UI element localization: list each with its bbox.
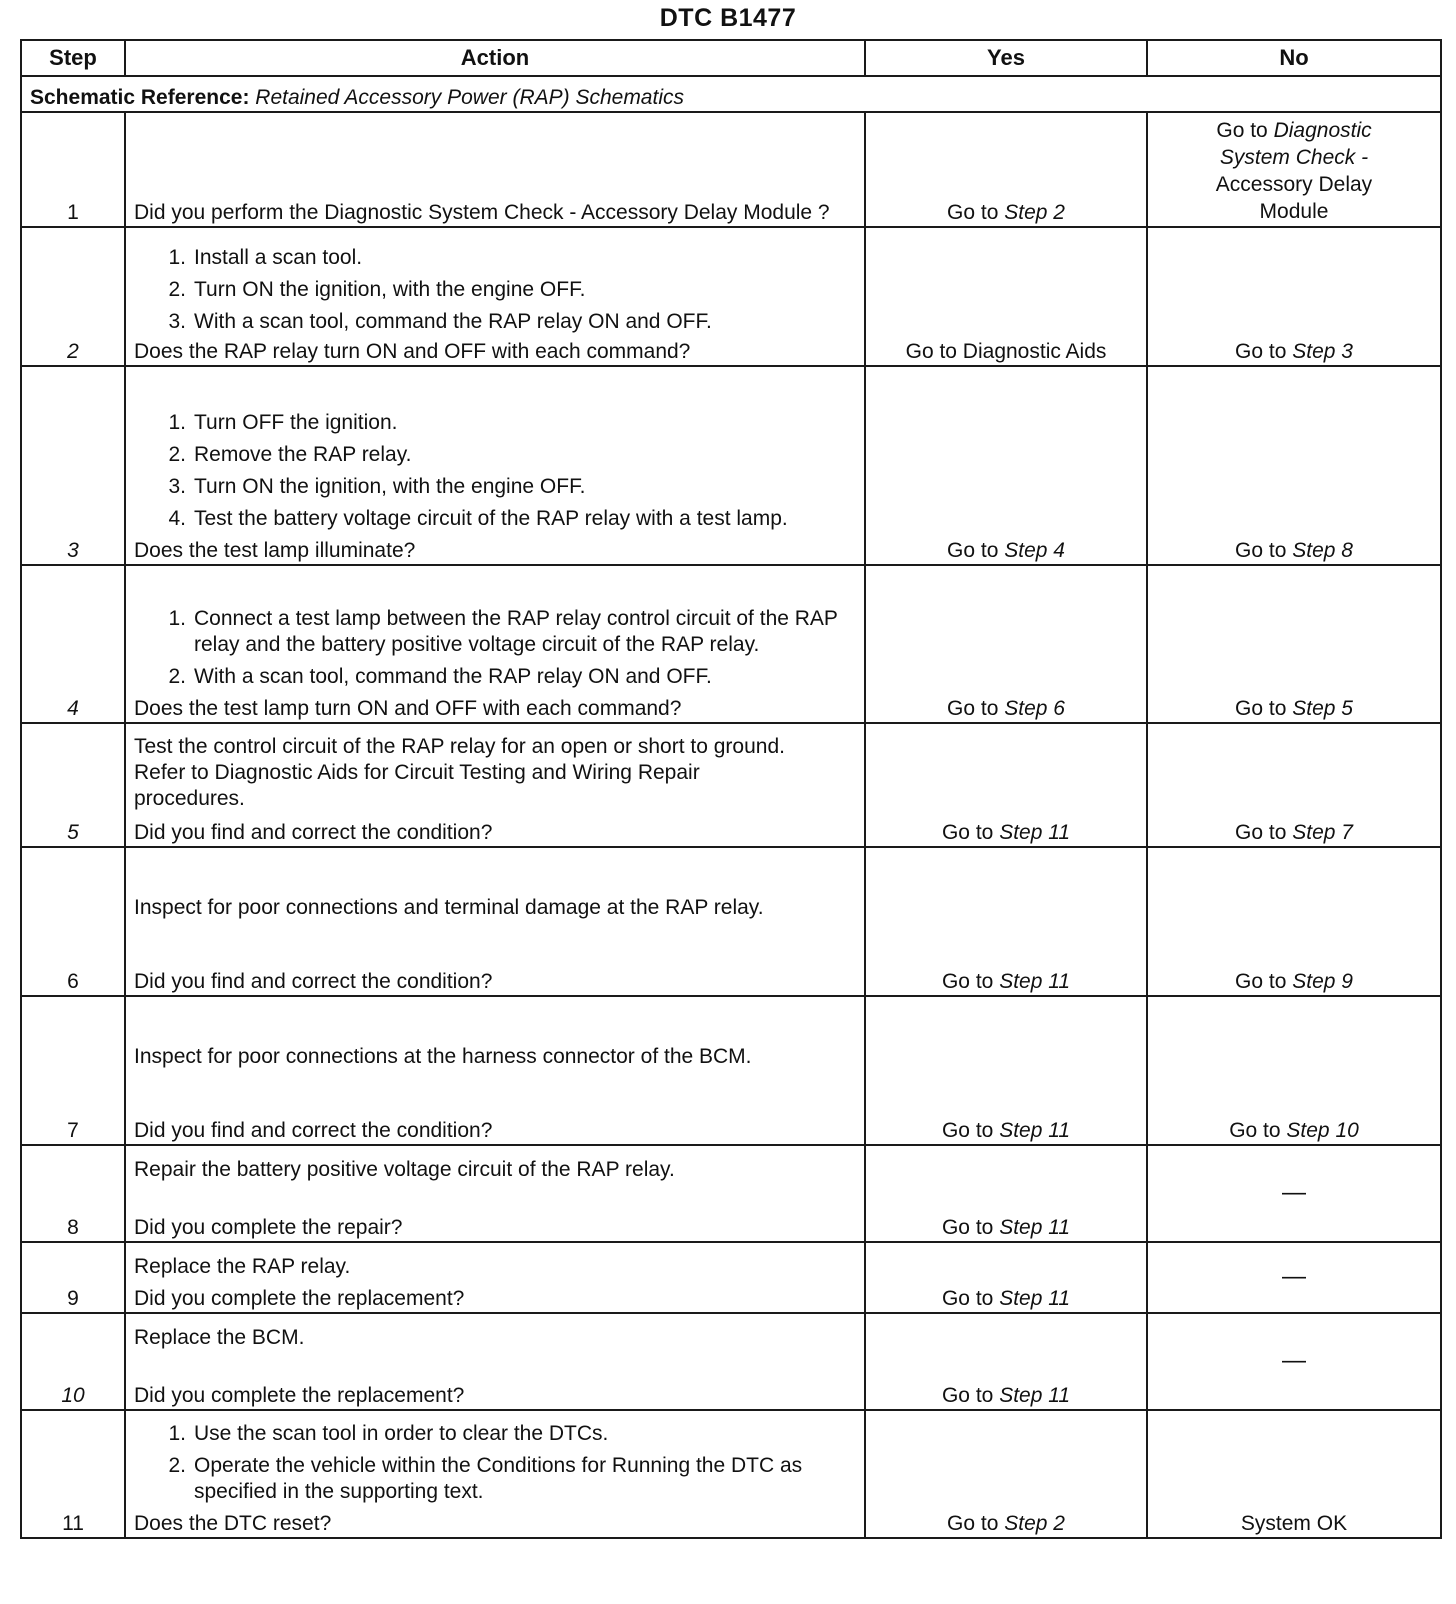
step-number: 1 [21,112,125,227]
step-link[interactable]: Step 2 [1004,1512,1065,1535]
table-row [21,1145,1441,1242]
no-cell [1147,1313,1441,1410]
procedure-link-text: Accessory Delay [1215,173,1373,196]
action-cell [125,723,865,847]
list-item: 4. Test the battery voltage circuit of the RAP relay with a test lamp. [168,507,788,530]
goto-label: Go to [1216,119,1268,142]
action-cell [125,565,865,723]
step-link[interactable]: Step 11 [999,1384,1071,1407]
step-number: 6 [21,847,125,996]
step-number: 2 [21,227,125,366]
goto-label: Go to [947,201,999,224]
step-link[interactable]: Step 4 [1004,539,1065,562]
no-cell [1147,1145,1441,1242]
step-number: 7 [21,996,125,1145]
no-cell: Go to Step 9 [1147,847,1441,996]
yes-cell: Go to Step 11 [865,1313,1147,1410]
yes-cell: Go to Step 6 [865,565,1147,723]
action-cell [125,996,865,1145]
action-cell [125,1145,865,1242]
dash: — [1282,1179,1306,1206]
step-link[interactable]: Step 11 [999,1287,1071,1310]
schematic-reference [21,76,1441,112]
action-cell [125,227,865,366]
list-item: 1. Install a scan tool. [168,246,363,269]
no-cell: Go to Step 7 [1147,723,1441,847]
action-cell [125,1313,865,1410]
question-text: Does the DTC reset? [134,1512,332,1535]
yes-cell: Go to Step 11 [865,847,1147,996]
question-text: Did you find and correct the condition? [134,821,493,844]
table-row [21,1242,1441,1313]
yes-cell [865,112,1147,227]
action-text: Did you perform the Diagnostic System Check - Accessory Delay Module ? [134,201,830,224]
schematic-reference-row [21,76,1441,112]
list-item: 1. Connect a test lamp between the RAP relay control circuit of the RAP relay and the battery positive voltage circuit of the RAP relay. [168,607,838,656]
question-text: Did you find and correct the condition? [134,1119,493,1142]
step-number: 4 [21,565,125,723]
step-number: 11 [21,1410,125,1538]
table-row [21,996,1441,1145]
table-row [21,847,1441,996]
action-text: Inspect for poor connections and terminal damage at the RAP relay. [134,896,764,919]
yes-cell: Go to Step 11 [865,1145,1147,1242]
page-title: DTC B1477 [659,4,797,32]
question-text: Does the test lamp illuminate? [134,539,416,562]
no-cell [1147,112,1441,227]
no-cell: Go to Step 8 [1147,366,1441,565]
question-text: Did you complete the replacement? [134,1287,465,1310]
yes-cell: Go to Step 11 [865,1242,1147,1313]
list-item: 2. With a scan tool, command the RAP relay ON and OFF. [168,665,712,688]
action-text: Inspect for poor connections at the harness connector of the BCM. [134,1045,752,1068]
action-text: Test the control circuit of the RAP relay for an open or short to ground. Refer to Diagnostic Aids for Circuit Testing and Wiring Repair procedures. [134,735,785,810]
step-link[interactable]: Step 7 [1292,821,1353,844]
yes-cell: Go to Step 2 [865,1410,1147,1538]
step-link[interactable]: Step 9 [1292,970,1353,993]
table-row [21,112,1441,227]
dash: — [1282,1347,1306,1374]
instruction-list [134,606,856,690]
header-yes: Yes [865,40,1147,76]
action-cell [125,112,865,227]
step-link[interactable]: Step 5 [1292,697,1353,720]
header-action: Action [125,40,865,76]
step-link[interactable]: Step 11 [999,1216,1071,1239]
no-cell: Go to Step 10 [1147,996,1441,1145]
header-no: No [1147,40,1441,76]
question-text: Did you complete the repair? [134,1216,403,1239]
diagnostic-table [20,39,1442,1539]
step-number: 5 [21,723,125,847]
action-text: Replace the RAP relay. [134,1255,351,1278]
step-link[interactable]: Step 8 [1292,539,1353,562]
yes-cell: Go to Step 11 [865,996,1147,1145]
yes-cell[interactable]: Go to Diagnostic Aids [865,227,1147,366]
question-text: Does the RAP relay turn ON and OFF with each command? [134,340,691,363]
dash: — [1282,1263,1306,1290]
action-text: Replace the BCM. [134,1326,305,1349]
action-text: Repair the battery positive voltage circuit of the RAP relay. [134,1158,675,1181]
no-cell: Go to Step 5 [1147,565,1441,723]
list-item: 3. Turn ON the ignition, with the engine OFF. [168,475,586,498]
list-item: 2. Remove the RAP relay. [168,443,412,466]
no-cell: System OK [1147,1410,1441,1538]
table-row [21,227,1441,366]
question-text: Does the test lamp turn ON and OFF with each command? [134,697,682,720]
header-step: Step [21,40,125,76]
table-row [21,565,1441,723]
action-cell [125,366,865,565]
no-cell [1147,1242,1441,1313]
step-number: 9 [21,1242,125,1313]
instruction-list [134,245,856,335]
question-text: Did you find and correct the condition? [134,970,493,993]
action-cell [125,1410,865,1538]
procedure-link-text: Module [1259,200,1329,223]
yes-cell: Go to Step 4 [865,366,1147,565]
list-item: 2. Operate the vehicle within the Conditions for Running the DTC as specified in the supporting text. [168,1454,803,1503]
instruction-list [134,1421,856,1505]
list-item: 1. Use the scan tool in order to clear the DTCs. [168,1422,609,1445]
table-row [21,1313,1441,1410]
list-item: 3. With a scan tool, command the RAP relay ON and OFF. [168,310,712,333]
step-number: 3 [21,366,125,565]
table-row [21,723,1441,847]
procedure-link[interactable]: System Check - [1219,146,1369,169]
step-number: 8 [21,1145,125,1242]
list-item: 1. Turn OFF the ignition. [168,411,398,434]
schematic-reference-value: Retained Accessory Power (RAP) Schematics [255,86,684,109]
no-cell: Go to Step 3 [1147,227,1441,366]
question-text: Did you complete the replacement? [134,1384,465,1407]
step-link[interactable]: Step 11 [999,970,1071,993]
action-cell [125,1242,865,1313]
table-row [21,366,1441,565]
step-link[interactable]: Step 11 [999,821,1071,844]
instruction-list [134,410,856,532]
yes-cell: Go to Step 11 [865,723,1147,847]
step-number: 10 [21,1313,125,1410]
step-link[interactable]: Step 3 [1292,340,1353,363]
step-link[interactable]: Step 6 [1004,697,1065,720]
table-row [21,1410,1441,1538]
step-link[interactable]: Step 2 [1004,201,1065,224]
procedure-link[interactable]: Diagnostic [1273,119,1372,142]
table-header-row [21,40,1441,76]
step-link[interactable]: Step 10 [1286,1119,1359,1142]
step-link[interactable]: Step 11 [999,1119,1071,1142]
schematic-reference-label: Schematic Reference: [30,86,250,109]
action-cell [125,847,865,996]
list-item: 2. Turn ON the ignition, with the engine OFF. [168,278,586,301]
